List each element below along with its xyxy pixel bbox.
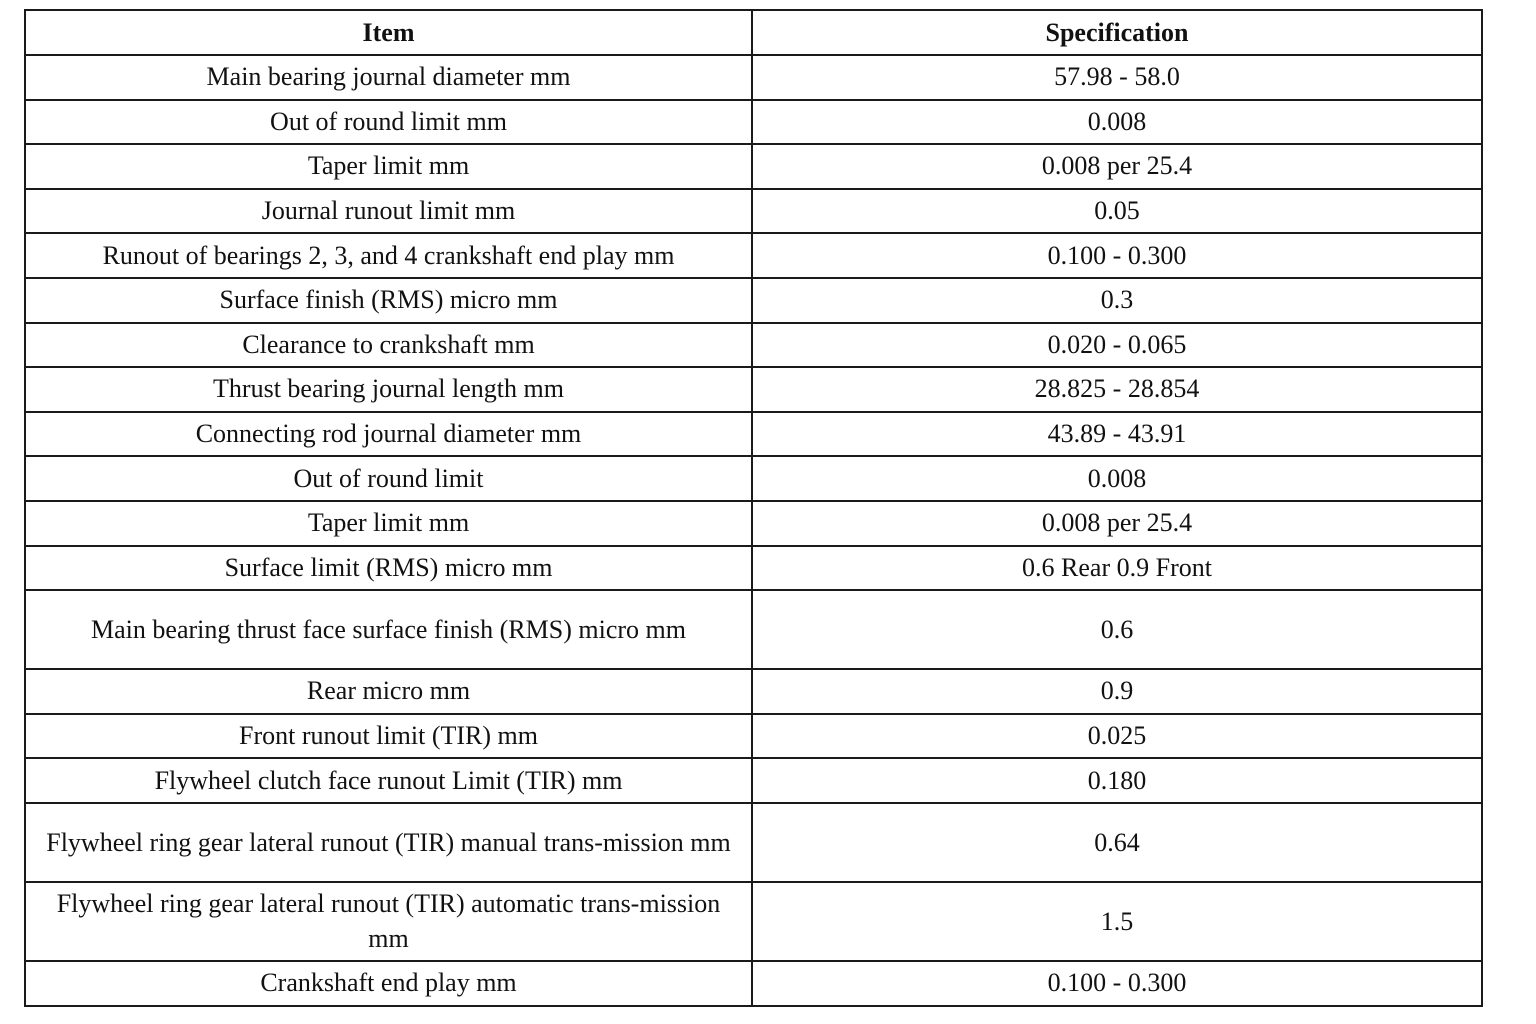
item-cell: Thrust bearing journal length mm — [25, 367, 752, 412]
spec-cell: 28.825 - 28.854 — [752, 367, 1482, 412]
item-cell: Journal runout limit mm — [25, 189, 752, 234]
spec-cell: 0.6 Rear 0.9 Front — [752, 546, 1482, 591]
table-row — [25, 456, 1482, 501]
spec-cell: 1.5 — [752, 882, 1482, 961]
table-row — [25, 803, 1482, 882]
item-cell: Surface limit (RMS) micro mm — [25, 546, 752, 591]
table-row — [25, 323, 1482, 368]
table-row — [25, 412, 1482, 457]
table-row — [25, 189, 1482, 234]
table-row — [25, 714, 1482, 759]
item-cell: Taper limit mm — [25, 501, 752, 546]
table-row — [25, 882, 1482, 961]
item-cell: Clearance to crankshaft mm — [25, 323, 752, 368]
item-cell: Flywheel clutch face runout Limit (TIR) mm — [25, 758, 752, 803]
item-cell: Flywheel ring gear lateral runout (TIR) automatic trans-mission mm — [25, 882, 752, 961]
table-row — [25, 278, 1482, 323]
spec-cell: 43.89 - 43.91 — [752, 412, 1482, 457]
table-row — [25, 501, 1482, 546]
table-row — [25, 758, 1482, 803]
item-cell: Out of round limit — [25, 456, 752, 501]
item-cell: Connecting rod journal diameter mm — [25, 412, 752, 457]
item-cell: Surface finish (RMS) micro mm — [25, 278, 752, 323]
table-row — [25, 233, 1482, 278]
spec-table — [24, 9, 1483, 1007]
spec-cell: 0.008 per 25.4 — [752, 501, 1482, 546]
spec-cell: 0.008 — [752, 456, 1482, 501]
spec-cell: 0.025 — [752, 714, 1482, 759]
spec-cell: 57.98 - 58.0 — [752, 55, 1482, 100]
table-row — [25, 546, 1482, 591]
header-specification: Specification — [752, 10, 1482, 55]
table-row — [25, 367, 1482, 412]
spec-cell: 0.008 — [752, 100, 1482, 145]
table-row — [25, 669, 1482, 714]
spec-cell: 0.05 — [752, 189, 1482, 234]
item-cell: Rear micro mm — [25, 669, 752, 714]
item-cell: Taper limit mm — [25, 144, 752, 189]
item-cell: Out of round limit mm — [25, 100, 752, 145]
spec-cell: 0.020 - 0.065 — [752, 323, 1482, 368]
spec-cell: 0.6 — [752, 590, 1482, 669]
spec-cell: 0.100 - 0.300 — [752, 961, 1482, 1006]
table-header-row — [25, 10, 1482, 55]
spec-cell: 0.3 — [752, 278, 1482, 323]
spec-cell: 0.008 per 25.4 — [752, 144, 1482, 189]
spec-cell: 0.100 - 0.300 — [752, 233, 1482, 278]
spec-cell: 0.9 — [752, 669, 1482, 714]
spec-cell: 0.64 — [752, 803, 1482, 882]
spec-cell: 0.180 — [752, 758, 1482, 803]
item-cell: Main bearing journal diameter mm — [25, 55, 752, 100]
item-cell: Flywheel ring gear lateral runout (TIR) manual trans-mission mm — [25, 803, 752, 882]
item-cell: Runout of bearings 2, 3, and 4 crankshaft end play mm — [25, 233, 752, 278]
header-item: Item — [25, 10, 752, 55]
item-cell: Main bearing thrust face surface finish (RMS) micro mm — [25, 590, 752, 669]
item-cell: Front runout limit (TIR) mm — [25, 714, 752, 759]
item-cell: Crankshaft end play mm — [25, 961, 752, 1006]
table-row — [25, 55, 1482, 100]
table-row — [25, 144, 1482, 189]
table-row — [25, 100, 1482, 145]
table-row — [25, 590, 1482, 669]
table-row — [25, 961, 1482, 1006]
